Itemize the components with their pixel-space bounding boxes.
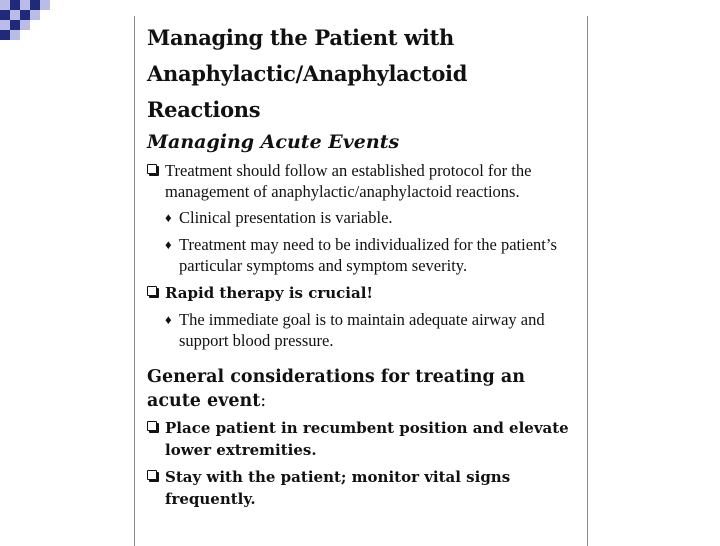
slide-subtitle: Managing Acute Events: [147, 131, 400, 153]
checkbox-bullet-icon: [147, 421, 157, 431]
bullet-text: Rapid therapy is crucial!: [165, 284, 373, 302]
section-heading: [147, 365, 579, 413]
slide-content-panel: [134, 16, 588, 546]
consideration-recumbent: [147, 417, 579, 461]
consideration-text: Stay with the patient; monitor vital signs frequently.: [165, 468, 511, 508]
checkbox-bullet-icon: [147, 164, 157, 174]
diamond-bullet-icon: ♦: [165, 312, 172, 327]
bullet-text: Treatment should follow an established protocol for the management of anaphylactic/anaphylactoid reactions.: [165, 161, 532, 201]
diamond-bullet-icon: ♦: [165, 210, 172, 225]
bullet-protocol: [147, 160, 579, 202]
section-heading-text: General considerations for treating an acute event: [147, 367, 525, 411]
slide-title: Managing the Patient with Anaphylactic/Anaphylactoid Reactions: [147, 25, 468, 122]
diamond-bullet-icon: ♦: [165, 237, 172, 252]
checkbox-bullet-icon: [147, 470, 157, 480]
sub-bullet-text: Clinical presentation is variable.: [179, 208, 393, 227]
sub-bullet-immediate-goal: [147, 309, 579, 351]
checkbox-bullet-icon: [147, 286, 157, 296]
sub-bullet-text: The immediate goal is to maintain adequate airway and support blood pressure.: [179, 310, 545, 350]
sub-bullet-individualized: [147, 234, 579, 276]
sub-bullet-text: Treatment may need to be individualized for the patient’s particular symptoms and symptom severity.: [179, 235, 557, 275]
consideration-text: Place patient in recumbent position and elevate lower extremities.: [165, 419, 569, 459]
sub-bullet-clinical: [147, 207, 579, 228]
bullet-rapid-therapy: [147, 282, 579, 304]
section-heading-colon: :: [260, 391, 267, 411]
corner-decoration: [0, 0, 60, 44]
consideration-monitor: [147, 466, 579, 510]
